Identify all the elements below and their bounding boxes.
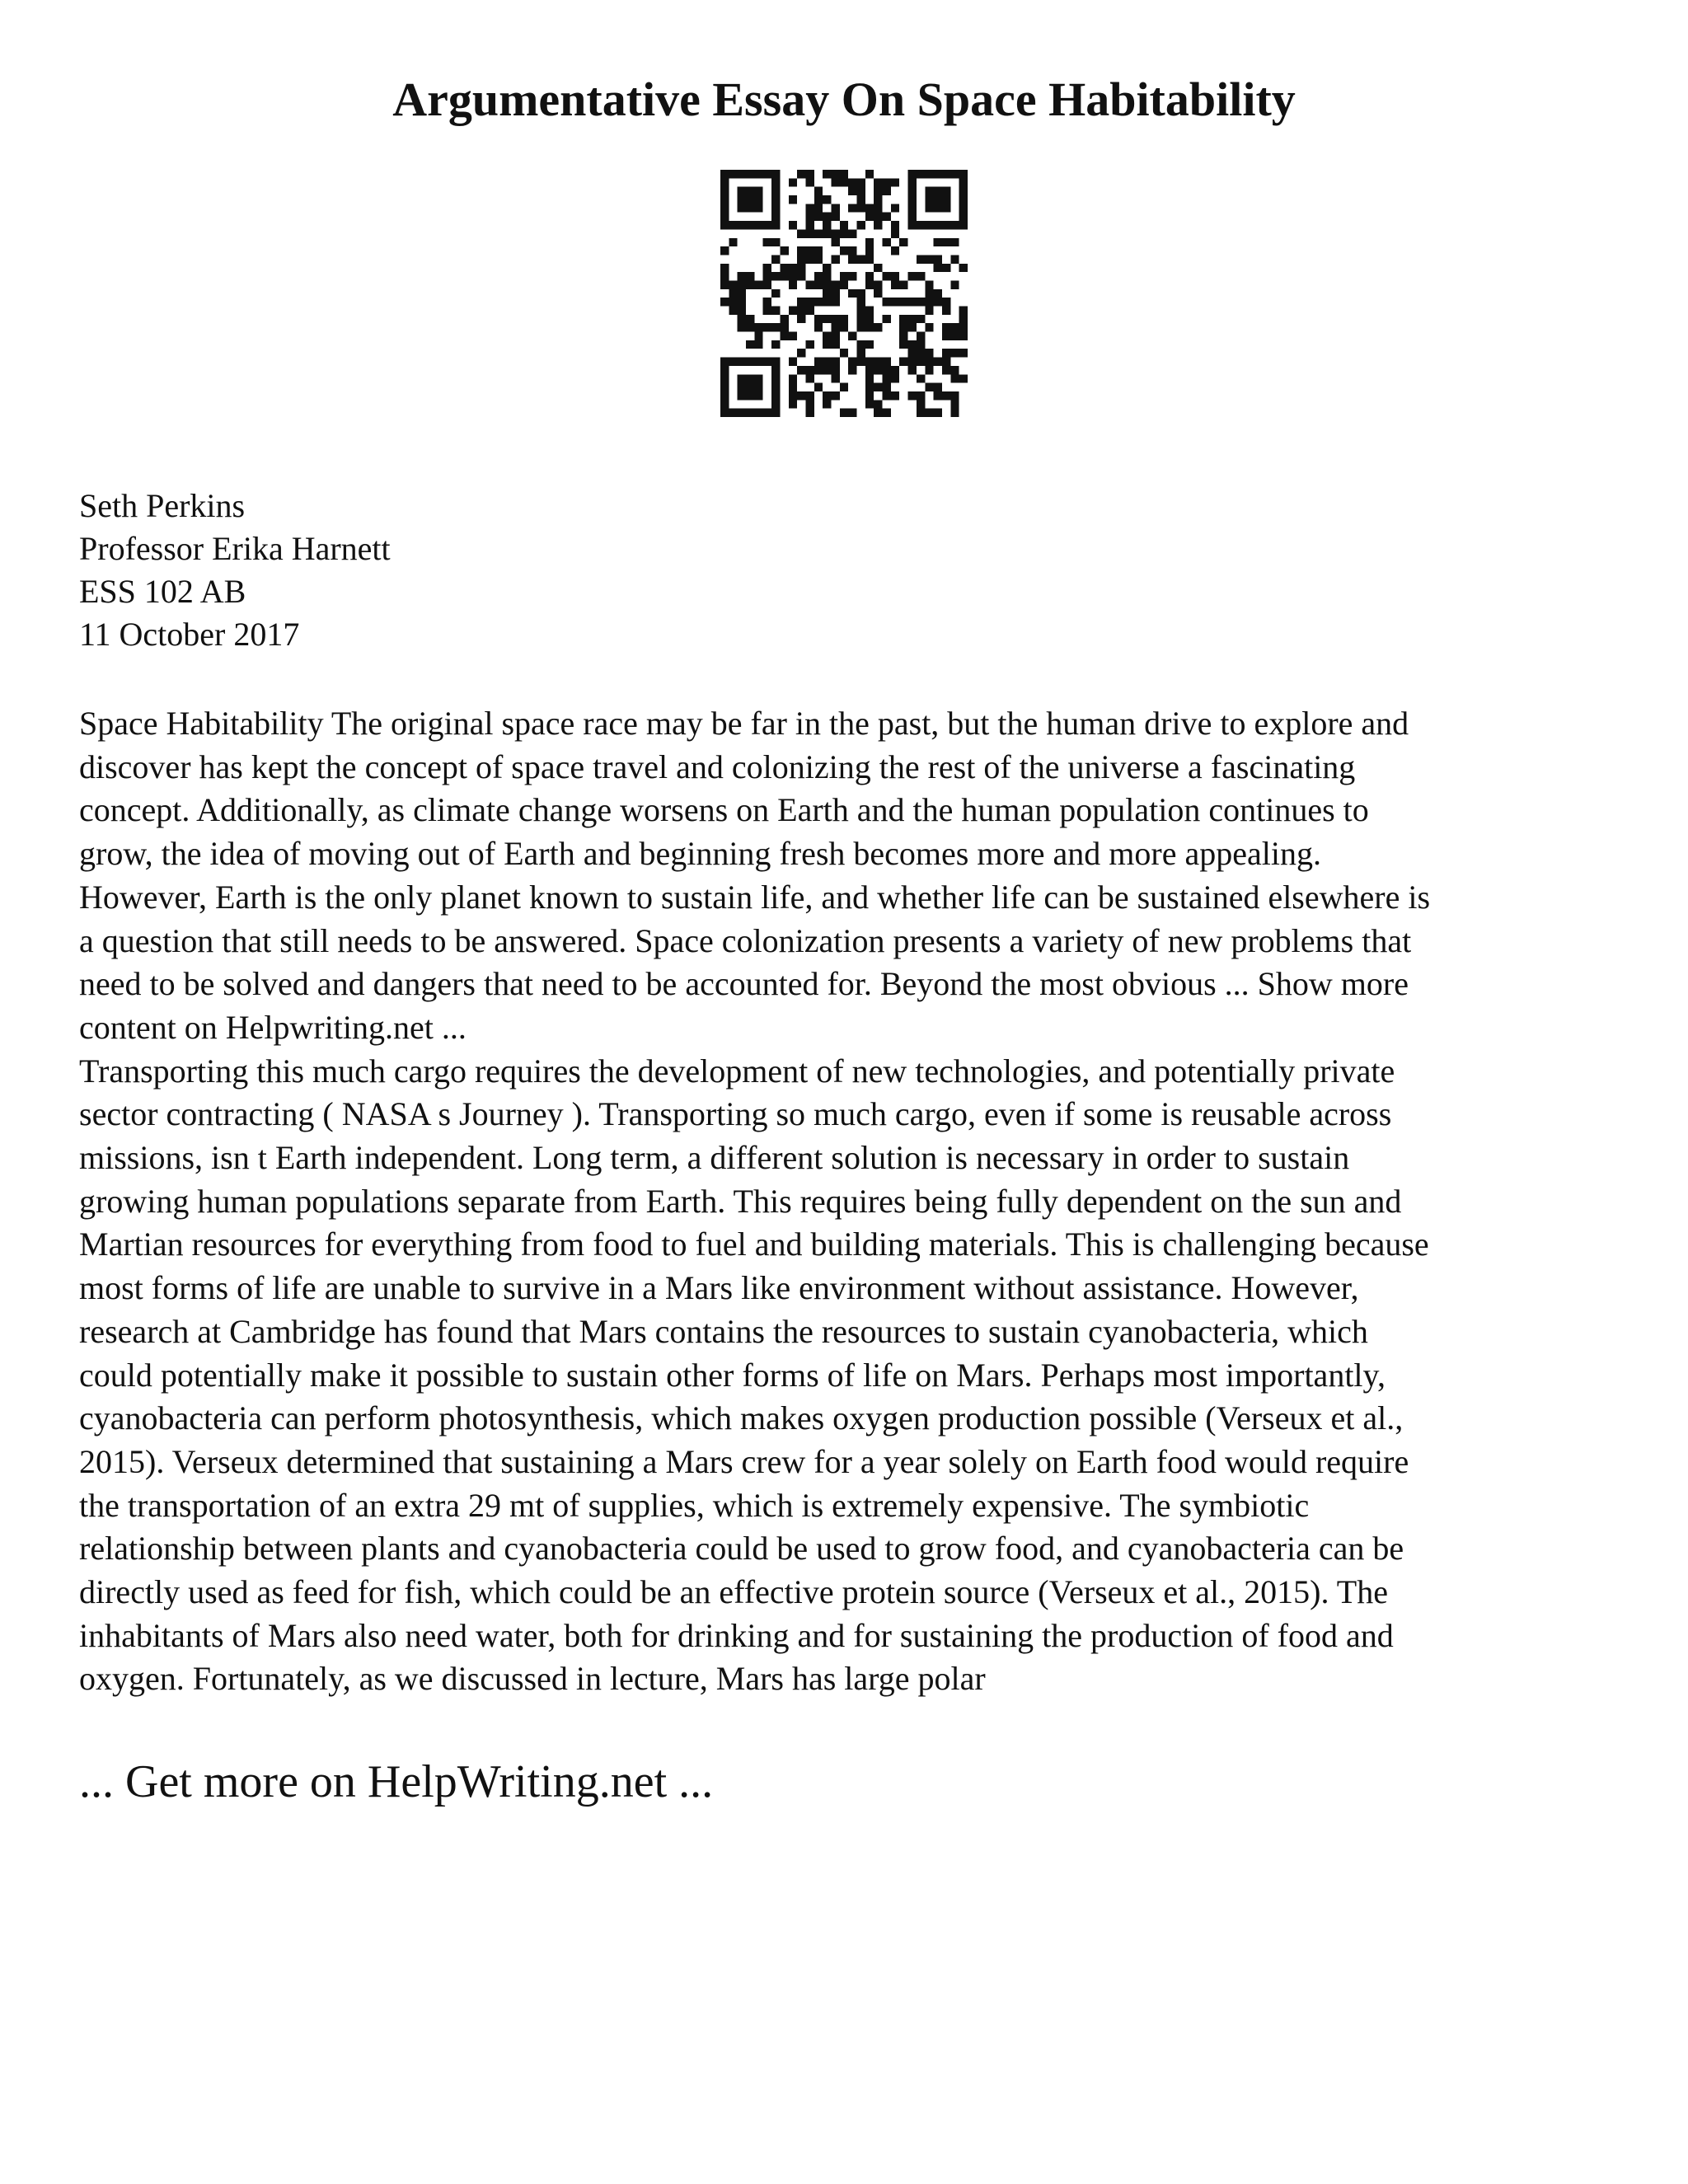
essay-line: relationship between plants and cyanobacteria could be used to grow food, and cyanobacteria can be [79, 1530, 1404, 1568]
essay-date: 11 October 2017 [79, 616, 300, 653]
course-code: ESS 102 AB [79, 573, 246, 610]
essay-line: concept. Additionally, as climate change worsens on Earth and the human population continues to [79, 791, 1369, 829]
qr-code-icon [720, 170, 968, 417]
page-title: Argumentative Essay On Space Habitability [392, 72, 1296, 126]
essay-line: growing human populations separate from Earth. This requires being fully dependent on the sun and [79, 1182, 1402, 1220]
author-name: Seth Perkins [79, 487, 246, 524]
get-more-link[interactable]: ... Get more on HelpWriting.net ... [79, 1756, 714, 1807]
essay-line: content on Helpwriting.net ... [79, 1008, 467, 1046]
essay-body [79, 702, 1619, 1701]
essay-line: Martian resources for everything from food to fuel and building materials. This is challenging because [79, 1226, 1429, 1263]
essay-line: inhabitants of Mars also need water, both for drinking and for sustaining the production of food and [79, 1616, 1394, 1654]
essay-line: cyanobacteria can perform photosynthesis, which makes oxygen production possible (Verseux et al., [79, 1399, 1404, 1437]
essay-line: most forms of life are unable to survive in a Mars like environment without assistance. However, [79, 1269, 1359, 1307]
author-header [79, 485, 391, 656]
essay-line: could potentially make it possible to sustain other forms of life on Mars. Perhaps most importantly, [79, 1356, 1386, 1394]
essay-line: 2015). Verseux determined that sustaining a Mars crew for a year solely on Earth food would require [79, 1442, 1409, 1480]
essay-line: research at Cambridge has found that Mars contains the resources to sustain cyanobacteria, which [79, 1312, 1368, 1350]
essay-line: the transportation of an extra 29 mt of supplies, which is extremely expensive. The symbiotic [79, 1486, 1310, 1524]
essay-line: directly used as feed for fish, which could be an effective protein source (Verseux et al., 2015). The [79, 1573, 1388, 1611]
essay-line: missions, isn t Earth independent. Long term, a different solution is necessary in order to sustain [79, 1139, 1350, 1177]
essay-line: Space Habitability The original space race may be far in the past, but the human drive to explore and [79, 705, 1409, 742]
professor-name: Professor Erika Harnett [79, 530, 391, 567]
essay-line: grow, the idea of moving out of Earth and beginning fresh becomes more and more appealing. [79, 835, 1321, 873]
essay-line: a question that still needs to be answered. Space colonization presents a variety of new problems that [79, 921, 1412, 959]
essay-line: oxygen. Fortunately, as we discussed in lecture, Mars has large polar [79, 1660, 986, 1698]
essay-line: discover has kept the concept of space travel and colonizing the rest of the universe a fascinating [79, 748, 1356, 785]
essay-line: sector contracting ( NASA s Journey ). Transporting so much cargo, even if some is reusable across [79, 1095, 1392, 1133]
essay-line: However, Earth is the only planet known to sustain life, and whether life can be sustained elsewhere is [79, 878, 1431, 916]
essay-line: need to be solved and dangers that need to be accounted for. Beyond the most obvious ... Show more [79, 965, 1409, 1003]
essay-line: Transporting this much cargo requires the development of new technologies, and potentially private [79, 1052, 1395, 1090]
